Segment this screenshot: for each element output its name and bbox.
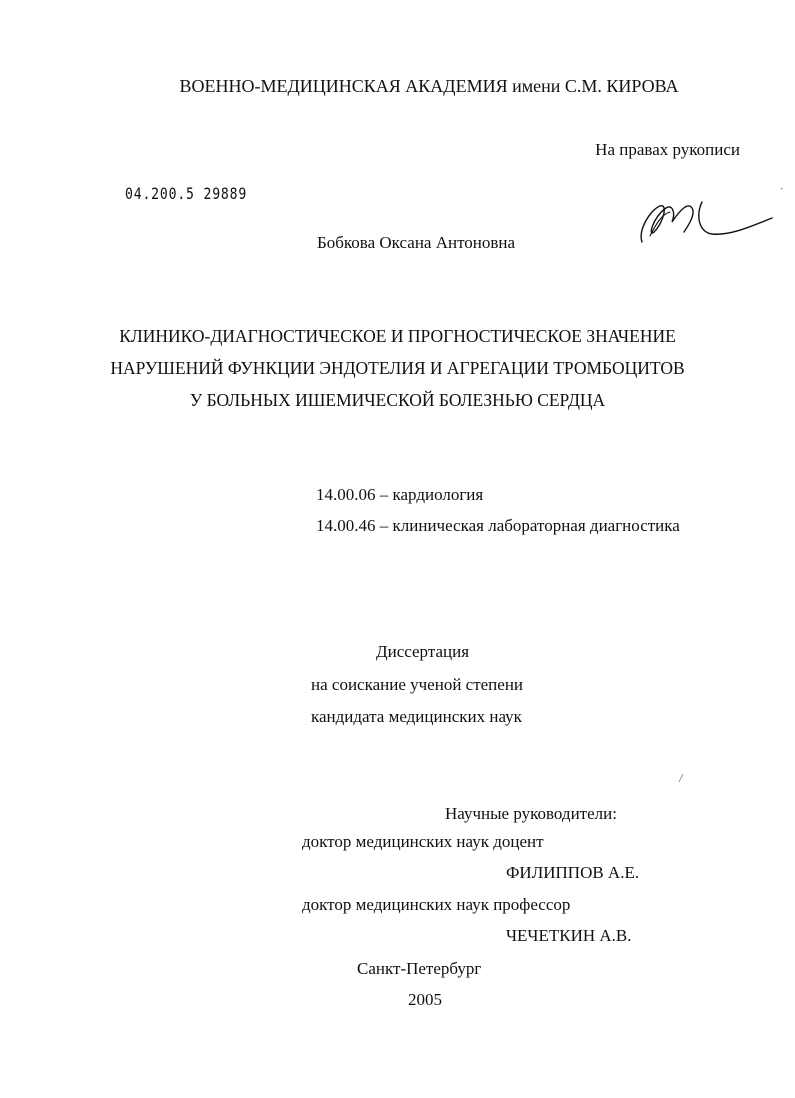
dissertation-degree-line-1: на соискание ученой степени — [311, 675, 524, 694]
rights-note: На правах рукописи — [595, 140, 740, 159]
supervisors-heading: Научные руководители: — [445, 804, 617, 823]
title-line-2: НАРУШЕНИЙ ФУНКЦИИ ЭНДОТЕЛИЯ И АГРЕГАЦИИ ТРОМБОЦИТОВ — [110, 358, 685, 378]
title-line-1: КЛИНИКО-ДИАГНОСТИЧЕСКОЕ И ПРОГНОСТИЧЕСКОЕ ЗНАЧЕНИЕ — [119, 326, 676, 346]
supervisor-2-degree: доктор медицинских наук профессор — [302, 895, 571, 914]
year: 2005 — [408, 990, 442, 1009]
stray-speck — [780, 177, 783, 180]
stray-mark — [678, 770, 684, 780]
supervisor-2-name: ЧЕЧЕТКИН А.В. — [506, 926, 632, 945]
supervisor-1-degree: доктор медицинских наук доцент — [302, 832, 544, 851]
supervisor-1-name: ФИЛИППОВ А.Е. — [506, 863, 640, 882]
dissertation-label: Диссертация — [376, 642, 470, 661]
institution-name: ВОЕННО-МЕДИЦИНСКАЯ АКАДЕМИЯ имени С.М. КИРОВА — [179, 76, 679, 96]
dissertation-degree-line-2: кандидата медицинских наук — [311, 707, 522, 726]
city: Санкт-Петербург — [357, 959, 482, 978]
author-signature — [632, 192, 780, 250]
registration-stamp: 04.200.5 29889 — [125, 184, 248, 203]
author-name: Бобкова Оксана Антоновна — [317, 233, 516, 252]
title-line-3: У БОЛЬНЫХ ИШЕМИЧЕСКОЙ БОЛЕЗНЬЮ СЕРДЦА — [189, 390, 606, 410]
specialty-lab-diagnostics: 14.00.46 – клиническая лабораторная диагностика — [316, 516, 680, 535]
specialty-cardiology: 14.00.06 – кардиология — [316, 485, 484, 504]
